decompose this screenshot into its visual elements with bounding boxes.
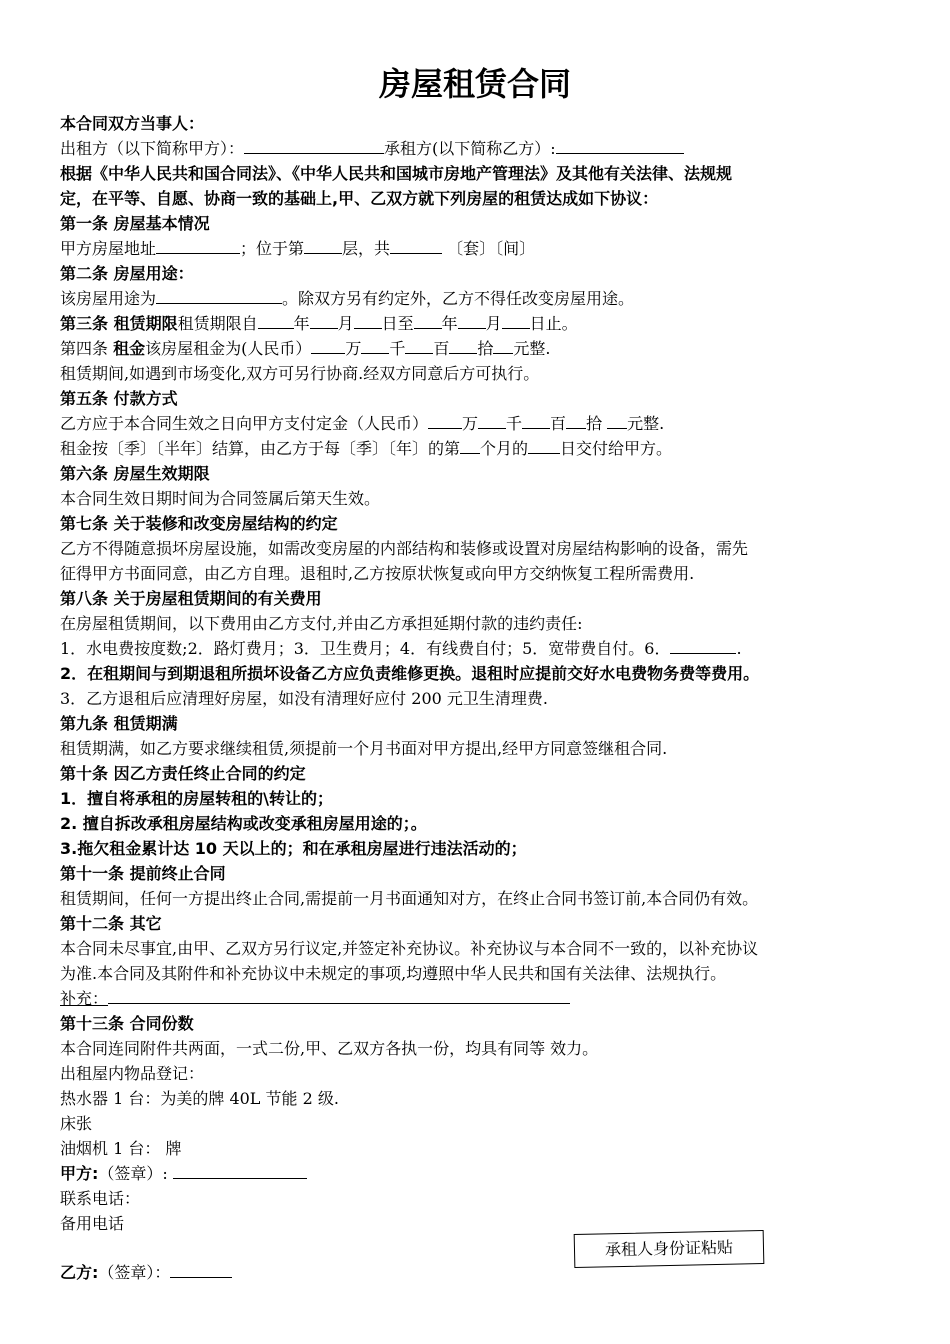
article-11-heading: 第十一条 提前终止合同 <box>60 864 226 883</box>
rent-qian-blank[interactable] <box>361 338 389 354</box>
article-12-heading: 第十二条 其它 <box>60 914 162 933</box>
rent-shi-blank[interactable] <box>449 338 477 354</box>
article-11-line: 租赁期间，任何一方提出终止合同,需提前一月书面通知对方，在终止合同书签订前,本合同仍有效。 <box>60 889 759 908</box>
party-a-signature-blank[interactable] <box>173 1163 307 1179</box>
inventory-heading: 出租屋内物品登记： <box>60 1064 205 1083</box>
deposit-bai-blank[interactable] <box>522 413 550 429</box>
deposit-shi-blank[interactable] <box>566 413 586 429</box>
article-10-item-1: 1．擅自将承租的房屋转租的\转让的； <box>60 789 333 808</box>
deposit-yuan-blank[interactable] <box>607 413 627 429</box>
inventory-item-water-heater: 热水器 1 台：为美的牌 40L 节能 2 级. <box>60 1089 339 1108</box>
article-12-line-1: 本合同未尽事宜,由甲、乙双方另行议定,并签定补充协议。补充协议与本合同不一致的，以补充协议 <box>60 939 759 958</box>
parties-line: 出租方（以下简称甲方）： 承租方(以下简称乙方）: <box>60 138 684 160</box>
lessee-blank[interactable] <box>556 138 684 154</box>
article-10-item-3: 3.拖欠租金累计达 10 天以上的；和在承租房屋进行违法活动的； <box>60 839 527 858</box>
article-10-heading: 第十条 因乙方责任终止合同的约定 <box>60 764 306 783</box>
article-2-line: 该房屋用途为 。除双方另有约定外，乙方不得任改变房屋用途。 <box>60 289 635 308</box>
article-6-heading: 第六条 房屋生效期限 <box>60 464 210 483</box>
article-8-line-1: 在房屋租赁期间，以下费用由乙方支付,并由乙方承担延期付款的违约责任: <box>60 614 583 633</box>
article-7-heading: 第七条 关于装修和改变房屋结构的约定 <box>60 514 338 533</box>
article-1-line: 甲方房屋地址 ；位于第 层，共 〔套〕〔间〕 <box>60 239 536 258</box>
supplement-line: 补充： <box>60 988 570 1010</box>
preamble-line-1: 根据《中华人民共和国合同法》、《中华人民共和国城市房地产管理法》及其他有关法律、法规规 <box>60 164 733 183</box>
id-card-paste-box: 承租人身份证粘贴 <box>574 1230 765 1268</box>
article-13-line: 本合同连同附件共两面，一式二份,甲、乙双方各执一份，均具有同等 效力。 <box>60 1039 599 1058</box>
end-year-blank[interactable] <box>414 313 442 329</box>
other-fee-blank[interactable] <box>670 638 736 654</box>
rent-yuan-blank[interactable] <box>493 338 513 354</box>
start-day-blank[interactable] <box>354 313 382 329</box>
deposit-wan-blank[interactable] <box>428 413 462 429</box>
contact-phone: 联系电话： <box>60 1189 141 1208</box>
article-8-item-3: 3．乙方退租后应清理好房屋，如没有清理好应付 200 元卫生清理费. <box>60 689 548 708</box>
article-13-heading: 第十三条 合同份数 <box>60 1014 194 1033</box>
start-year-blank[interactable] <box>258 313 294 329</box>
article-5-deposit-line: 乙方应于本合同生效之日向甲方支付定金（人民币） 万 千 百 拾 元整. <box>60 414 665 433</box>
article-4-line-2: 租赁期间,如遇到市场变化,双方可另行协商.经双方同意后方可执行。 <box>60 364 540 383</box>
rent-bai-blank[interactable] <box>405 338 433 354</box>
article-6-line: 本合同生效日期时间为合同签属后第天生效。 <box>60 489 381 508</box>
article-10-item-2: 2. 擅自拆改承租房屋结构或改变承租房屋用途的；。 <box>60 814 427 833</box>
parties-heading: 本合同双方当事人： <box>60 114 205 133</box>
document-title: 房屋租赁合同 <box>378 65 571 103</box>
article-12-line-2: 为准.本合同及其附件和补充协议中未规定的事项,均遵照中华人民共和国有关法律、法规执行。 <box>60 964 727 983</box>
usage-blank[interactable] <box>156 288 282 304</box>
inventory-item-range-hood: 油烟机 1 台： 牌 <box>60 1139 182 1158</box>
floor-blank[interactable] <box>304 238 342 254</box>
article-7-line-1: 乙方不得随意损坏房屋设施，如需改变房屋的内部结构和装修或设置对房屋结构影响的设备，需先 <box>60 539 749 558</box>
article-8-item-1: 1．水电费按度数;2．路灯费月；3．卫生费月；4．有线费自付；5．宽带费自付。6． . <box>60 639 742 658</box>
start-month-blank[interactable] <box>310 313 338 329</box>
article-4-line: 第四条 租金该房屋租金为(人民币） 万 千 百 拾 元整. <box>60 339 551 358</box>
end-month-blank[interactable] <box>458 313 486 329</box>
party-a-signature-line: 甲方:（签章）: <box>60 1163 307 1185</box>
supplement-blank[interactable] <box>108 988 570 1004</box>
address-blank[interactable] <box>156 238 240 254</box>
rent-wan-blank[interactable] <box>311 338 345 354</box>
payment-day-blank[interactable] <box>528 438 560 454</box>
lessor-blank[interactable] <box>244 138 384 154</box>
preamble-line-2: 定，在平等、自愿、协商一致的基础上,甲、乙双方就下列房屋的租赁达成如下协议： <box>60 189 659 208</box>
party-b-signature-line: 乙方:（签章）： <box>60 1262 232 1284</box>
article-7-line-2: 征得甲方书面同意，由乙方自理。退租时,乙方按原状恢复或向甲方交纳恢复工程所需费用. <box>60 564 695 583</box>
inventory-item-bed: 床张 <box>60 1114 93 1133</box>
backup-phone: 备用电话 <box>60 1214 125 1233</box>
article-8-item-2: 2．在租期间与到期退租所损坏设备乙方应负责维修更换。退租时应提前交好水电费物务费等费用。 <box>60 664 760 683</box>
deposit-qian-blank[interactable] <box>478 413 506 429</box>
article-5-heading: 第五条 付款方式 <box>60 389 178 408</box>
total-floors-blank[interactable] <box>390 238 442 254</box>
party-b-signature-blank[interactable] <box>170 1262 232 1278</box>
payment-month-blank[interactable] <box>460 438 480 454</box>
end-day-blank[interactable] <box>502 313 530 329</box>
article-2-heading: 第二条 房屋用途： <box>60 264 194 283</box>
article-8-heading: 第八条 关于房屋租赁期间的有关费用 <box>60 589 322 608</box>
article-1-heading: 第一条 房屋基本情况 <box>60 214 210 233</box>
article-9-line: 租赁期满，如乙方要求继续租赁,须提前一个月书面对甲方提出,经甲方同意签继租合同. <box>60 739 668 758</box>
article-9-heading: 第九条 租赁期满 <box>60 714 178 733</box>
article-3-line: 第三条 租赁期限租赁期限自 年 月 日至 年 月 日止。 <box>60 314 578 333</box>
article-5-settlement-line: 租金按〔季〕〔半年〕结算，由乙方于每〔季〕〔年〕的第 个月的 日交付给甲方。 <box>60 439 673 458</box>
